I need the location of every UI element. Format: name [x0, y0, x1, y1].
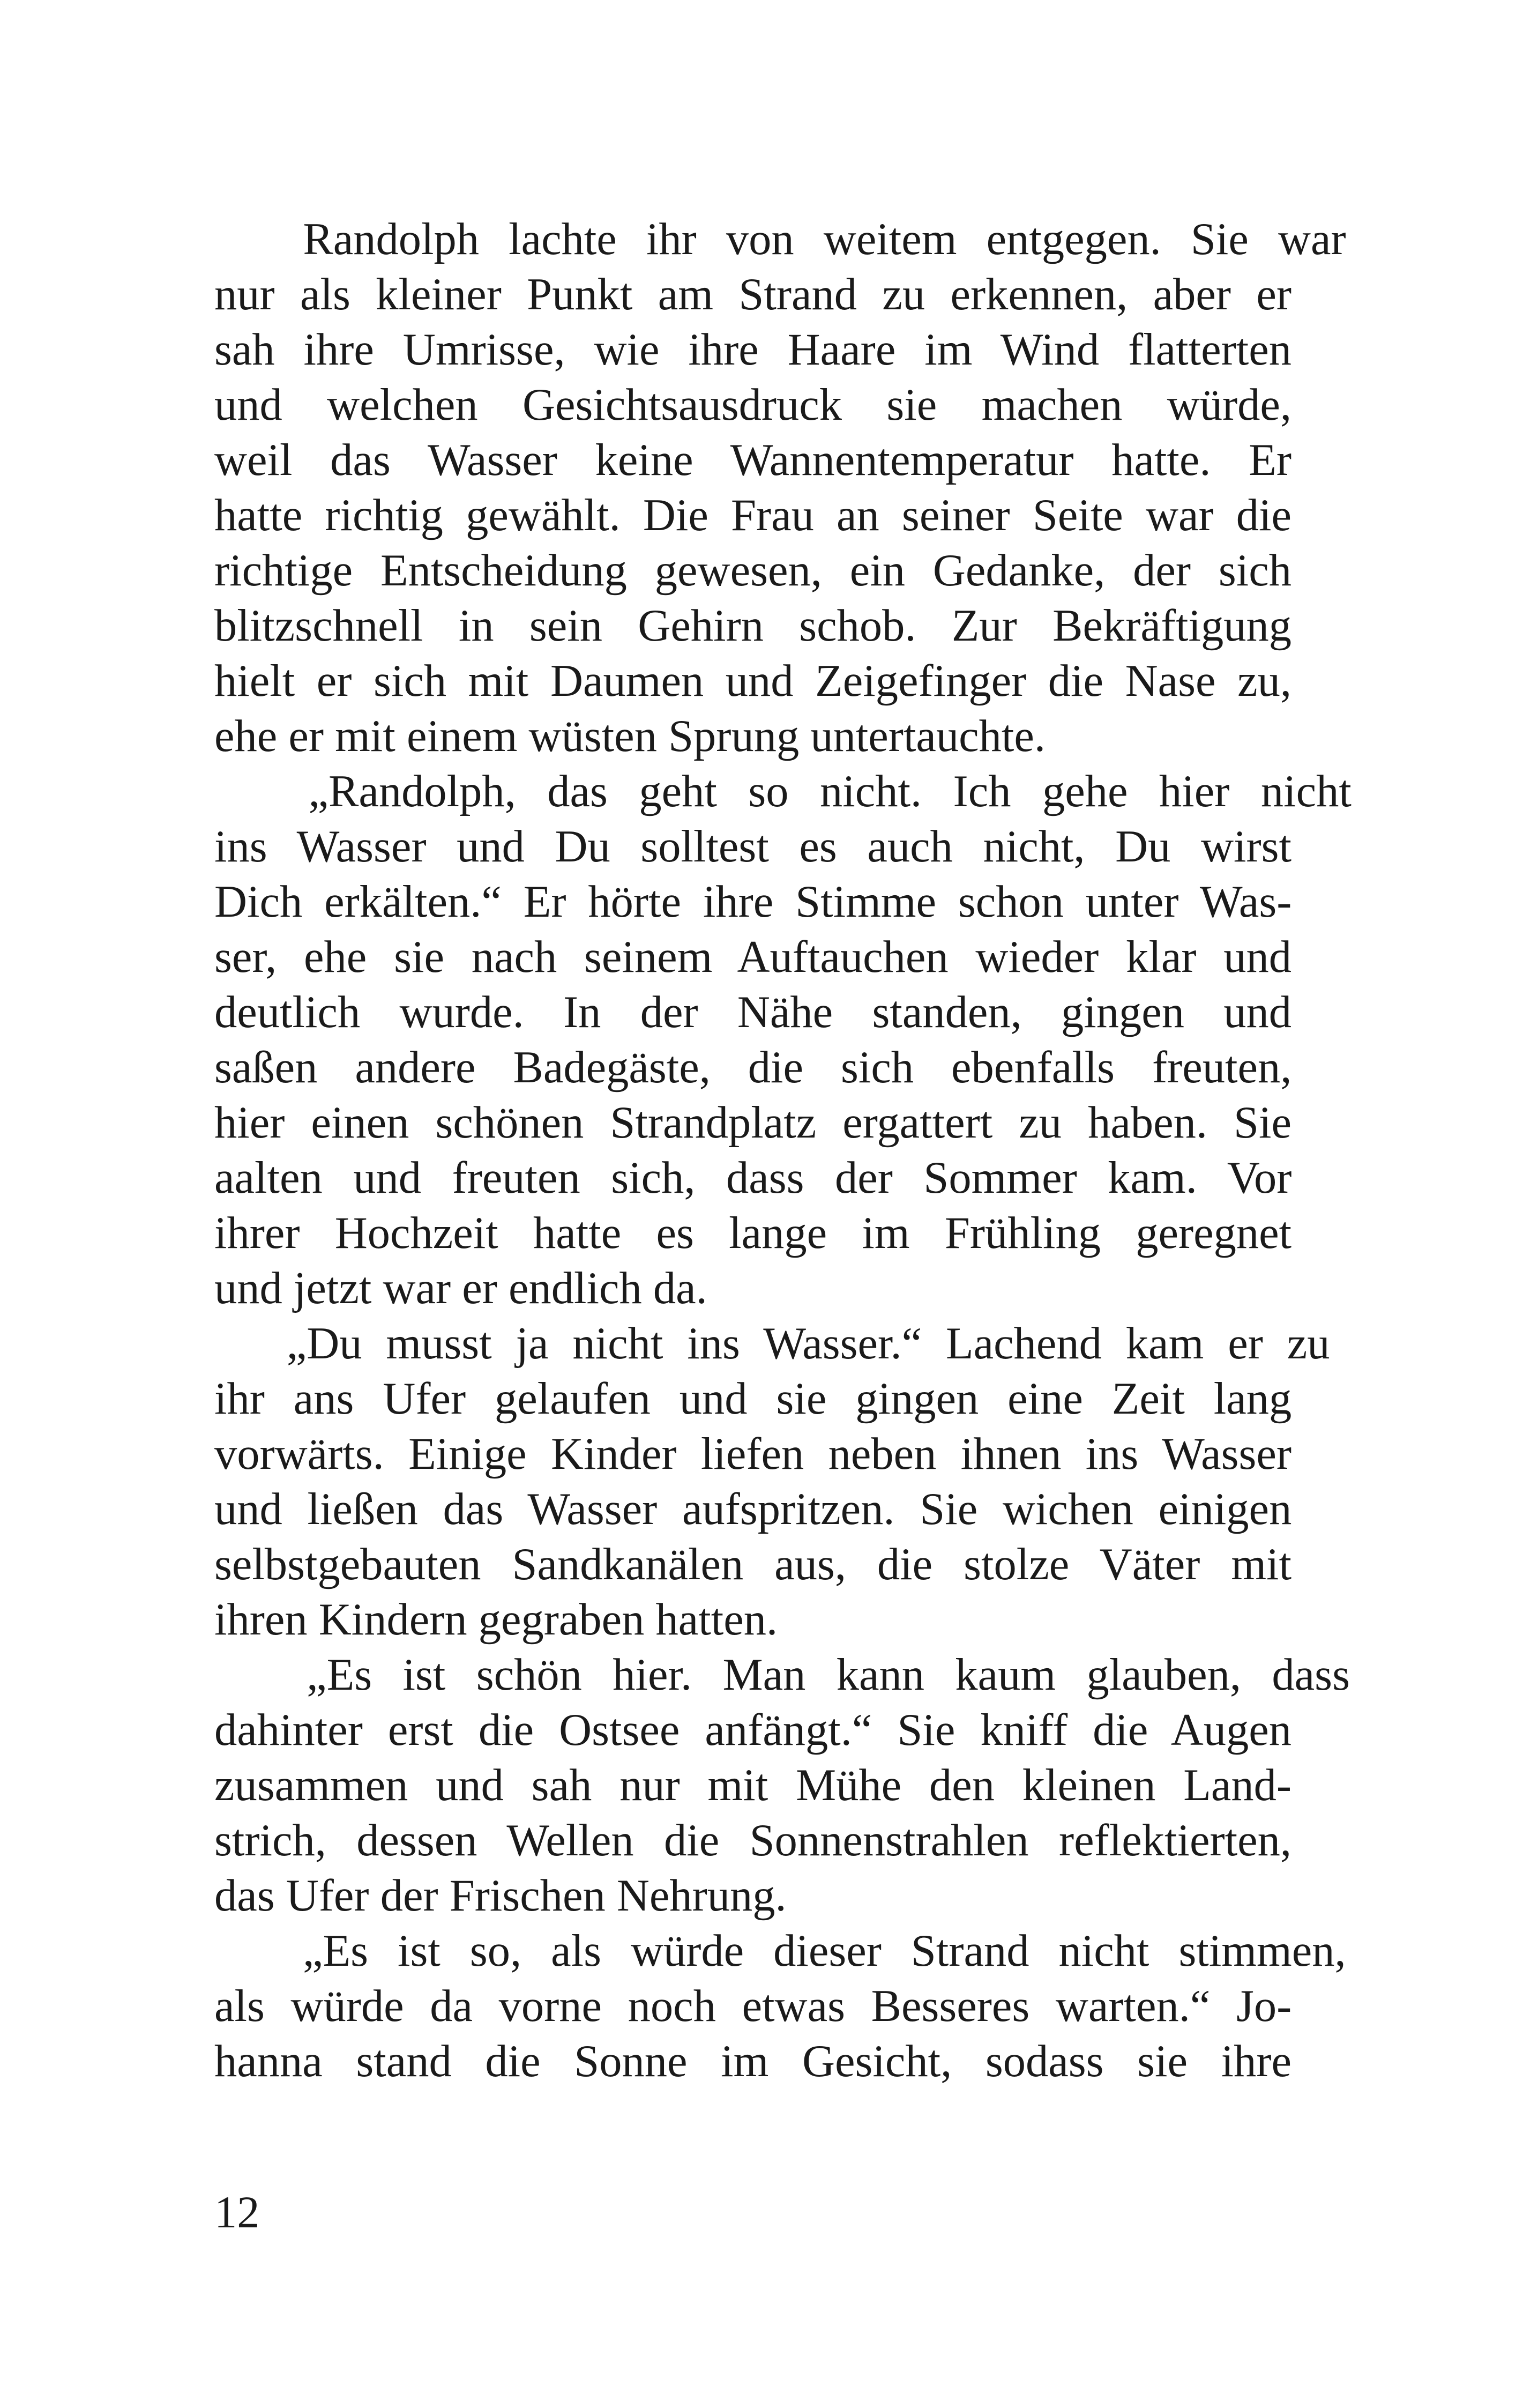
text-line: „Randolph, das geht so nicht. Ich gehe hier nicht: [214, 767, 1352, 816]
text-line: weil das Wasser keine Wannentemperatur hatte. Er: [214, 435, 1291, 485]
text-line: selbstgebauten Sandkanälen aus, die stolze Väter mit: [214, 1540, 1291, 1589]
text-line: dahinter erst die Ostsee anfängt.“ Sie kniff die Augen: [214, 1705, 1291, 1755]
text-line: Randolph lachte ihr von weitem entgegen. Sie war: [214, 214, 1346, 264]
text-line: das Ufer der Frischen Nehrung.: [214, 1871, 787, 1921]
text-line: und welchen Gesichtsausdruck sie machen würde,: [214, 380, 1291, 430]
text-line: ihrer Hochzeit hatte es lange im Frühling geregnet: [214, 1208, 1292, 1258]
text-line: und jetzt war er endlich da.: [214, 1264, 707, 1313]
text-line: aalten und freuten sich, dass der Sommer kam. Vor: [214, 1153, 1292, 1203]
text-line: ihren Kindern gegraben hatten.: [214, 1595, 778, 1645]
text-line: zusammen und sah nur mit Mühe den kleinen Land-: [214, 1760, 1291, 1810]
text-line: vorwärts. Einige Kinder liefen neben ihnen ins Wasser: [214, 1429, 1291, 1479]
text-line: ihr ans Ufer gelaufen und sie gingen eine Zeit lang: [214, 1374, 1292, 1424]
text-line: und ließen das Wasser aufspritzen. Sie wichen einigen: [214, 1484, 1292, 1534]
text-line: ins Wasser und Du solltest es auch nicht, Du wirst: [214, 822, 1291, 872]
text-line: „Es ist so, als würde dieser Strand nicht stimmen,: [214, 1926, 1346, 1976]
text-line: saßen andere Badegäste, die sich ebenfalls freuten,: [214, 1043, 1292, 1092]
text-line: „Du musst ja nicht ins Wasser.“ Lachend kam er zu: [214, 1319, 1330, 1369]
text-line: ser, ehe sie nach seinem Auftauchen wieder klar und: [214, 932, 1291, 982]
text-line: ehe er mit einem wüsten Sprung untertauchte.: [214, 711, 1046, 761]
text-line: hanna stand die Sonne im Gesicht, sodass sie ihre: [214, 2037, 1291, 2086]
text-line: hatte richtig gewählt. Die Frau an seiner Seite war die: [214, 490, 1291, 540]
text-line: hier einen schönen Strandplatz ergattert zu haben. Sie: [214, 1098, 1291, 1148]
text-line: blitzschnell in sein Gehirn schob. Zur Bekräftigung: [214, 601, 1291, 651]
text-line: deutlich wurde. In der Nähe standen, gingen und: [214, 987, 1291, 1037]
body-text: [214, 212, 1352, 2089]
text-line: hielt er sich mit Daumen und Zeigefinger die Nase zu,: [214, 656, 1291, 706]
text-line: „Es ist schön hier. Man kann kaum glauben, dass: [214, 1650, 1350, 1700]
text-line: Dich erkälten.“ Er hörte ihre Stimme schon unter Was-: [214, 877, 1292, 927]
text-line: nur als kleiner Punkt am Strand zu erkennen, aber er: [214, 270, 1291, 319]
text-line: sah ihre Umrisse, wie ihre Haare im Wind flatterten: [214, 325, 1291, 375]
page-number: 12: [214, 2188, 260, 2238]
text-line: als würde da vorne noch etwas Besseres warten.“ Jo-: [214, 1981, 1292, 2031]
text-line: richtige Entscheidung gewesen, ein Gedanke, der sich: [214, 546, 1291, 596]
text-line: strich, dessen Wellen die Sonnenstrahlen reflektierten,: [214, 1816, 1291, 1866]
